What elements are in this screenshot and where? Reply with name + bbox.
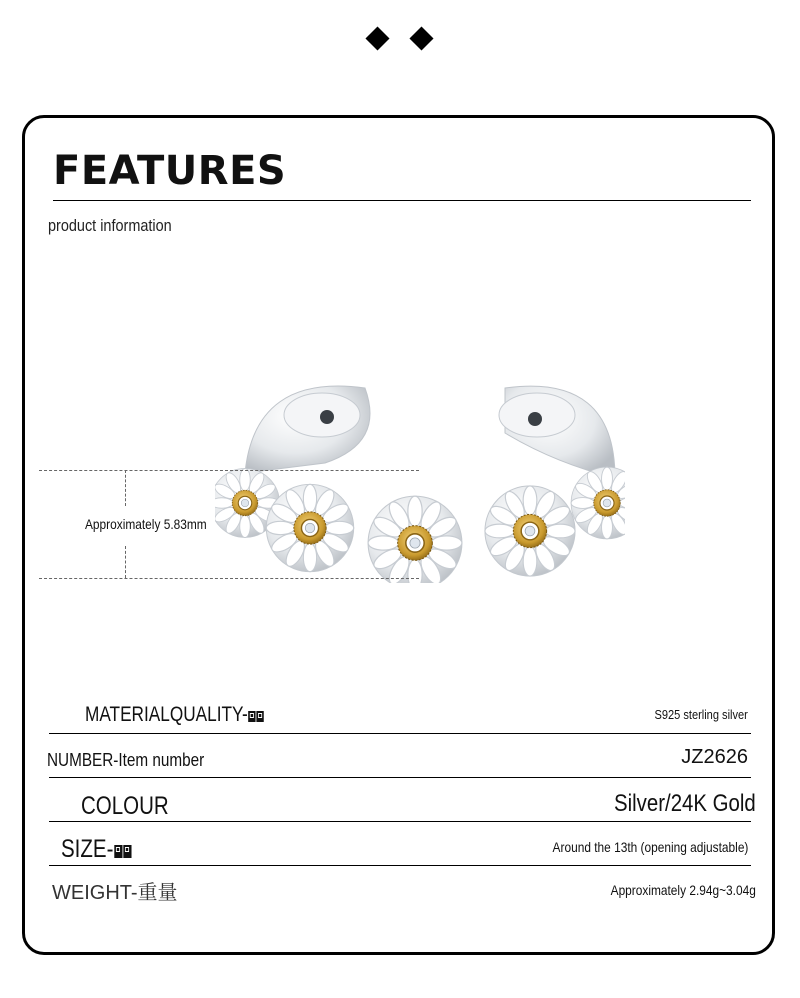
diamond-decoration-left xyxy=(365,26,389,50)
spec-label-size: SIZE- xyxy=(61,835,131,864)
spec-value-number: JZ2626 xyxy=(681,746,748,768)
diamond-decoration-right xyxy=(409,26,433,50)
spec-label-number: NUMBER-Item number xyxy=(47,750,205,770)
glyph-box-icon xyxy=(123,845,131,858)
features-card xyxy=(22,115,775,955)
glyph-box-icon xyxy=(249,711,256,722)
dimension-vertical-bottom xyxy=(125,546,126,578)
section-subtitle: product information xyxy=(48,216,172,235)
spec-value-weight: Approximately 2.94g~3.04g xyxy=(610,882,756,898)
spec-label-material: MATERIALQUALITY- xyxy=(85,703,264,727)
spec-value-size: Around the 13th (opening adjustable) xyxy=(552,839,748,855)
spec-divider xyxy=(49,865,751,866)
dimension-top-line xyxy=(39,470,419,471)
spec-divider xyxy=(49,821,751,822)
spec-divider xyxy=(49,733,751,734)
spec-label-colour: COLOUR xyxy=(81,792,169,820)
dimension-vertical-top xyxy=(125,470,126,506)
glyph-box-icon xyxy=(114,845,122,858)
dimension-label: Approximately 5.83mm xyxy=(85,516,207,532)
page-title: FEATURES xyxy=(53,148,287,194)
dimension-bottom-line xyxy=(39,578,419,579)
spec-value-colour: Silver/24K Gold xyxy=(614,790,756,817)
title-divider xyxy=(53,200,751,201)
spec-value-material: S925 sterling silver xyxy=(654,707,748,722)
spec-label-weight: WEIGHT-重量 xyxy=(52,882,178,904)
spec-divider xyxy=(49,777,751,778)
glyph-box-icon xyxy=(257,711,264,722)
daisy-cuff-ring-image xyxy=(215,353,625,583)
